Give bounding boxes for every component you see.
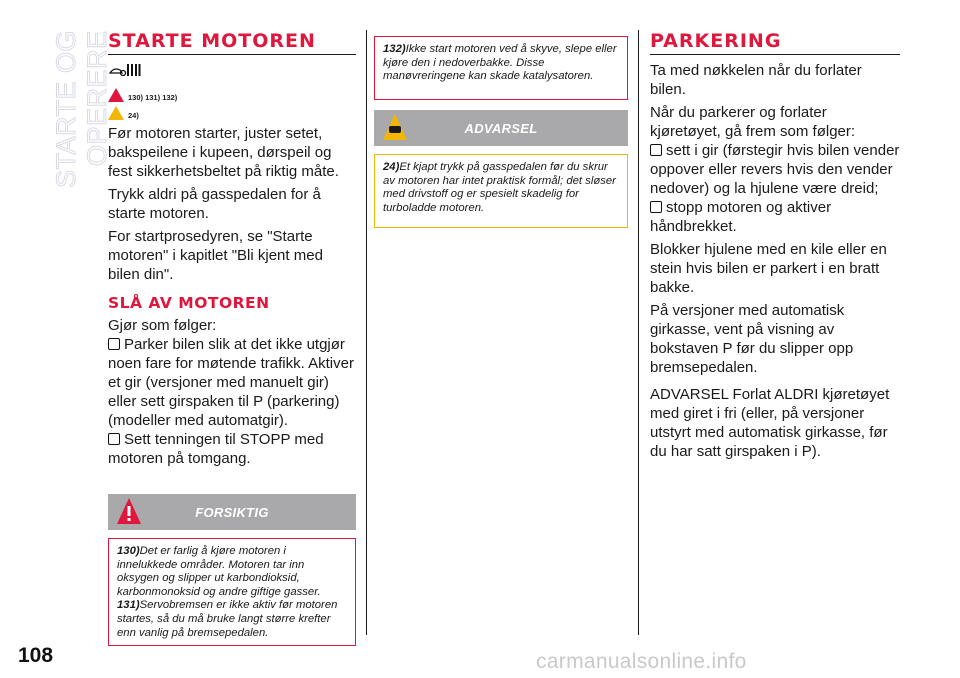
paragraph: Blokker hjulene med en kile eller en stein hvis bilen er parkert i en bratt bakke. [650,241,887,296]
checkbox-bullet-icon [650,201,662,213]
caution-refs [108,88,356,102]
column-notes [374,30,628,228]
caution-ref-numbers: 130) 131) 132) [128,93,178,102]
car-key-icon [108,61,142,79]
warning-note-box: 24)Et kjapt trykk på gasspedalen før du skrur av motoren har intet praktisk formål; det sløser med drivstoff og er spesielt skadelig for turboladde motoren. [374,154,628,228]
caution-notes-box [108,538,356,646]
subsection-title-sla-av-motoren: SLÅ AV MOTOREN [108,294,270,312]
warning-ref-numbers: 24) [128,111,139,120]
page-number: 108 [18,644,54,667]
warning-triangle-icon [108,106,124,120]
caution-label: FORSIKTIG [195,504,269,520]
column-divider-2 [638,30,639,635]
paragraph: Ta med nøkkelen når du forlater bilen. [650,62,862,98]
caution-banner [108,494,356,530]
caution-triangle-icon [108,88,124,102]
caution-note-box-top: 132)Ikke start motoren ved å skyve, slepe eller kjøre den i nedoverbakke. Disse manøvreringene kan skade katalysatoren. [374,36,628,100]
list-item: Sett tenningen til STOPP med motoren på tomgang. [108,431,324,467]
warning-label: ADVARSEL [464,120,538,136]
checkbox-bullet-icon [108,433,120,445]
warning-banner [374,110,628,146]
paragraph: ADVARSEL Forlat ALDRI kjøretøyet med giret i fri (eller, på versjoner utstyrt med automatisk girkasse, før du har satt girspaken i P). [650,386,890,460]
paragraph: Gjør som følger: [108,317,217,334]
chapter-side-title: STARTE OG OPERERE [51,30,112,189]
paragraph: Trykk aldri på gasspedalen for å starte motoren. [108,186,321,222]
paragraph: Før motoren starter, juster setet, bakspeilene i kupeen, dørspeil og fest sikkerhetsbeltet på riktig måte. [108,125,339,180]
caution-triangle-icon [116,496,142,526]
watermark: carmanualsonline.info [536,650,747,673]
list-item: sett i gir (førstegir hvis bilen vender oppover eller revers hvis den vender nedover) og la hjulene være dreid; [650,142,900,197]
paragraph: For startprosedyren, se "Starte motoren" i kapitlet "Bli kjent med bilen din". [108,228,323,283]
column-starte-motoren [108,30,356,646]
checkbox-bullet-icon [108,338,120,350]
section-title-starte-motoren: STARTE MOTOREN [108,30,356,55]
note-item: 131)Servobremsen er ikke aktiv før motoren startes, så du må bruke langt større krefter enn vanlig på bremsepedalen. [117,599,338,639]
checkbox-bullet-icon [650,144,662,156]
paragraph: På versjoner med automatisk girkasse, vent på visning av bokstaven P før du slipper opp bremsepedalen. [650,302,854,376]
paragraph: Når du parkerer og forlater kjøretøyet, gå frem som følger: [650,104,856,140]
list-item: stopp motoren og aktiver håndbrekket. [650,199,832,235]
warning-refs [108,106,356,120]
column-divider-1 [366,30,367,635]
list-item: Parker bilen slik at det ikke utgjør noen fare for møtende trafikk. Aktiver et gir (versjoner med manuelt gir) eller sett girspaken til P (parkering) (modeller med automatgir). [108,336,354,429]
warning-triangle-icon [382,112,408,142]
section-title-parkering: PARKERING [650,30,900,55]
column-parkering [650,30,900,461]
note-item: 130)Det er farlig å kjøre motoren i innelukkede områder. Motoren tar inn oksygen og slipper ut karbondioksid, karbonmonoksid og andre giftige gasser. [117,545,321,598]
